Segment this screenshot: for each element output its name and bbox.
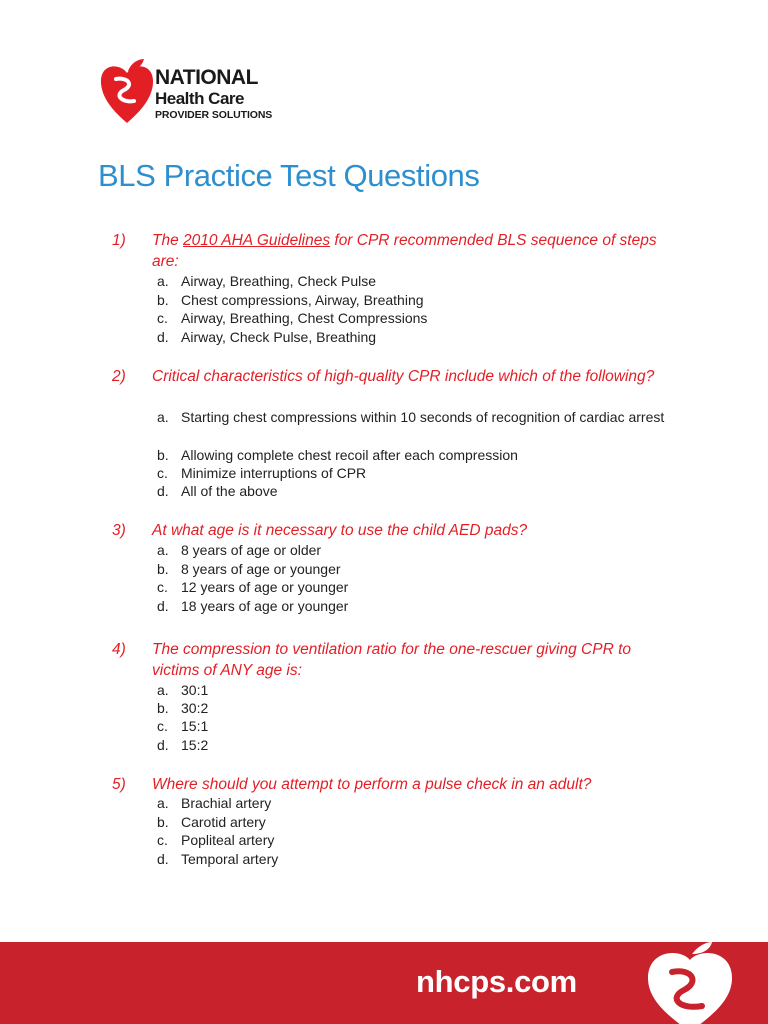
option-letter: d.	[157, 483, 169, 499]
option-letter: d.	[157, 737, 169, 753]
option-text: Brachial artery	[181, 795, 272, 811]
option-letter: c.	[157, 310, 168, 326]
option-text: 8 years of age or older	[181, 542, 322, 558]
option-text: 15:1	[181, 718, 209, 734]
option-text: Allowing complete chest recoil after each compression	[181, 447, 518, 463]
question-text-start: The	[152, 232, 184, 249]
option-letter: b.	[157, 292, 169, 308]
question-text: At what age is it necessary to use the child AED pads?	[152, 522, 528, 539]
option-letter: c.	[157, 579, 168, 595]
option-letter: a.	[157, 273, 169, 289]
option-text: 30:1	[181, 682, 209, 698]
option-letter: c.	[157, 465, 168, 481]
option-letter: b.	[157, 700, 169, 716]
option-text: 12 years of age or younger	[181, 579, 349, 595]
option-letter: a.	[157, 682, 169, 698]
website-link[interactable]: nhcps.com	[416, 964, 577, 999]
question-text: Where should you attempt to perform a pulse check in an adult?	[152, 776, 592, 793]
question-text-end: for CPR recommended BLS sequence of steps are:	[152, 232, 657, 270]
question-number: 4)	[112, 641, 126, 658]
option-text: Airway, Check Pulse, Breathing	[181, 329, 377, 345]
option-letter: c.	[157, 718, 168, 734]
apple-heart-logo-icon	[640, 942, 750, 1024]
option-letter: b.	[157, 447, 169, 463]
option-text: Starting chest compressions within 10 seconds of recognition of cardiac arrest	[181, 409, 665, 425]
page-title: BLS Practice Test Questions	[98, 158, 480, 193]
option-letter: a.	[157, 795, 169, 811]
option-letter: d.	[157, 851, 169, 867]
option-text: Chest compressions, Airway, Breathing	[181, 292, 424, 308]
logo-line-national: NATIONAL	[155, 66, 258, 89]
option-text: All of the above	[181, 483, 278, 499]
option-letter: d.	[157, 598, 169, 614]
option-text: Popliteal artery	[181, 832, 275, 848]
option-text: 18 years of age or younger	[181, 598, 349, 614]
question-text	[152, 230, 672, 272]
option-text: Temporal artery	[181, 851, 279, 867]
question-number: 3)	[112, 522, 126, 539]
question-number: 1)	[112, 232, 126, 249]
aha-guidelines-link[interactable]: 2010 AHA Guidelines	[183, 232, 331, 249]
option-letter: a.	[157, 409, 169, 425]
question-number: 5)	[112, 776, 126, 793]
option-text: Minimize interruptions of CPR	[181, 465, 367, 481]
option-letter: a.	[157, 542, 169, 558]
option-text: 8 years of age or younger	[181, 561, 341, 577]
question-text: The compression to ventilation ratio for the one-rescuer giving CPR to victims of ANY age is:	[152, 641, 632, 679]
option-letter: b.	[157, 561, 169, 577]
footer-bar	[0, 942, 768, 1024]
option-letter: b.	[157, 814, 169, 830]
question-text: Critical characteristics of high-quality CPR include which of the following?	[152, 368, 655, 385]
option-text: Carotid artery	[181, 814, 266, 830]
logo-line-health-care: Health Care	[155, 89, 244, 108]
option-letter: d.	[157, 329, 169, 345]
option-text: 15:2	[181, 737, 209, 753]
option-text: 30:2	[181, 700, 209, 716]
logo-line-provider-solutions: PROVIDER SOLUTIONS	[155, 109, 273, 121]
option-text: Airway, Breathing, Chest Compressions	[181, 310, 428, 326]
question-number: 2)	[112, 368, 126, 385]
option-text: Airway, Breathing, Check Pulse	[181, 273, 377, 289]
option-letter: c.	[157, 832, 168, 848]
